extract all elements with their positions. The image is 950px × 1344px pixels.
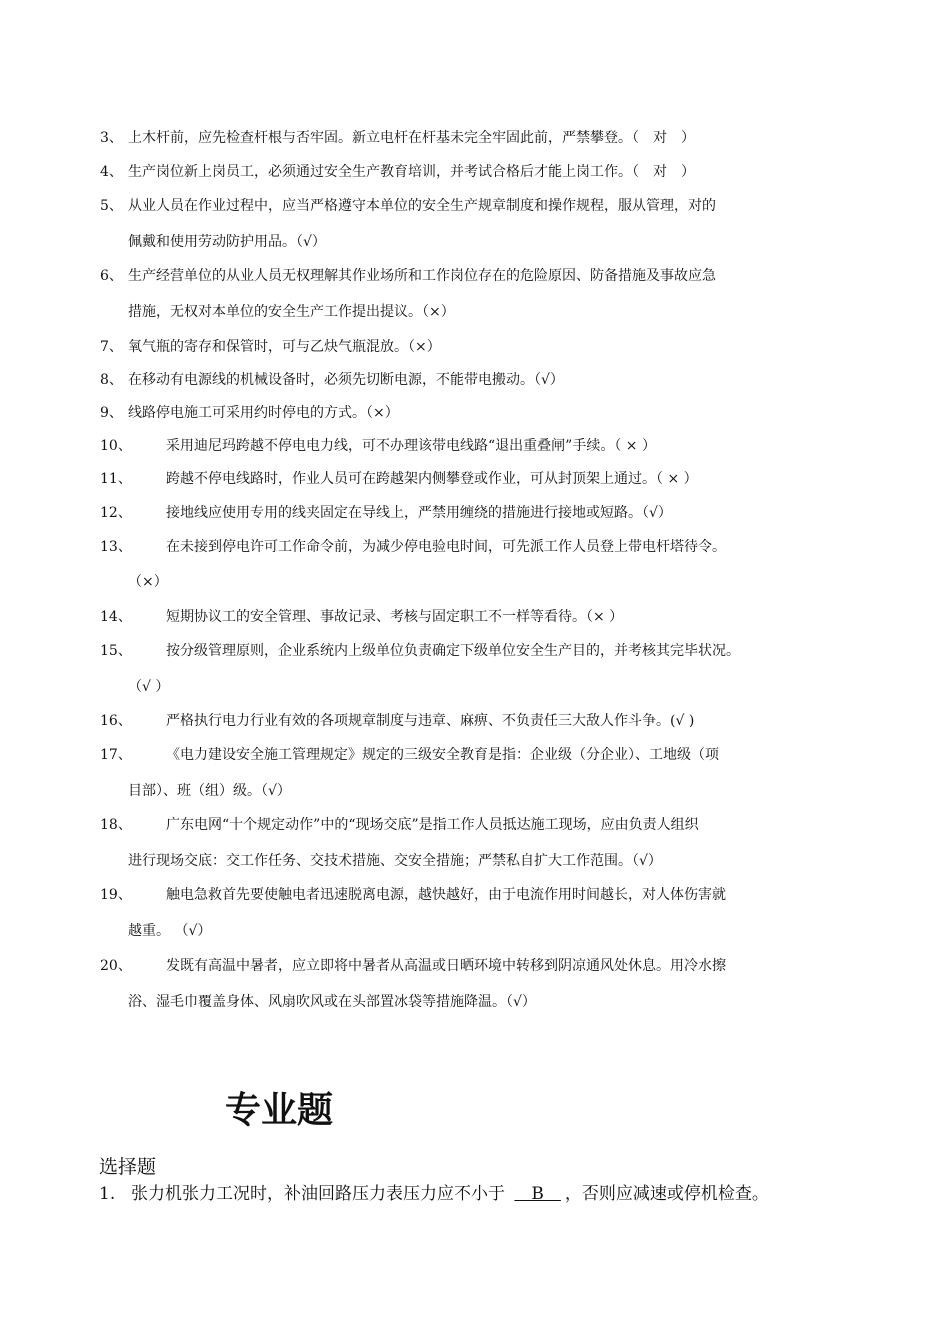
mcq-answer-blank: B [514,1184,561,1204]
question-number: 20、 [100,958,132,974]
question-continuation: 措施，无权对本单位的安全生产工作提出提议。（×） [128,304,455,320]
mcq-number: 1. [99,1184,116,1204]
question-number: 14、 [100,609,132,625]
question-text: 严格执行电力行业有效的各项规章制度与违章、麻痹、不负责任三大敌人作斗争。(√ ) [166,713,695,729]
question-text: 生产岗位新上岗员工，必须通过安全生产教育培训，并考试合格后才能上岗工作。（ 对 ） [128,164,695,180]
question-text: 按分级管理原则，企业系统内上级单位负责确定下级单位安全生产目的，并考核其完毕状况。 [166,643,740,659]
question-number: 7、 [100,339,123,355]
question-number: 11、 [100,471,132,487]
section-title: 专业题 [225,1090,334,1131]
question-number: 12、 [100,505,132,521]
question-text: 跨越不停电线路时，作业人员可在跨越架内侧攀登或作业，可从封顶架上通过。（ × ） [166,471,698,487]
mcq-text-after: ，否则应减速或停机检查。 [564,1184,769,1204]
question-continuation: 越重。 （√） [128,923,212,939]
question-number: 5、 [100,198,123,214]
question-continuation: 目部）、班（组）级。（√） [128,783,291,799]
question-text: 触电急救首先要使触电者迅速脱离电源，越快越好，由于电流作用时间越长，对人体伤害就 [166,887,726,903]
section-subtitle: 选择题 [99,1156,157,1178]
question-number: 3、 [100,130,123,146]
question-number: 13、 [100,539,132,555]
mcq-text-before: 张力机张力工况时，补油回路压力表压力应不小于 [131,1184,505,1204]
question-text: 短期协议工的安全管理、事故记录、考核与固定职工不一样等看待。（× ） [166,609,624,625]
question-text: 上木杆前，应先检查杆根与否牢固。新立电杆在杆基未完全牢固此前，严禁攀登。（ 对 ） [128,130,695,146]
question-text: 生产经营单位的从业人员无权理解其作业场所和工作岗位存在的危险原因、防备措施及事故应急 [128,268,716,284]
question-number: 8、 [100,372,123,388]
question-text: 在移动有电源线的机械设备时，必须先切断电源，不能带电搬动。（√） [128,372,564,388]
question-text: 采用迪尼玛跨越不停电电力线，可不办理该带电线路“退出重叠闸”手续。（ × ） [166,438,656,454]
question-number: 10、 [100,438,132,454]
question-text: 线路停电施工可采用约时停电的方式。（×） [128,405,399,421]
question-text: 广东电网“十个规定动作”中的“现场交底”是指工作人员抵达施工现场，应由负责人组织 [166,817,699,833]
question-text: 在未接到停电许可工作命令前，为减少停电验电时间，可先派工作人员登上带电杆塔待令。 [166,539,726,555]
question-number: 16、 [100,713,132,729]
question-text: 接地线应使用专用的线夹固定在导线上，严禁用缠绕的措施进行接地或短路。（√） [166,505,672,521]
question-continuation: （×） [128,574,168,590]
question-text: 氧气瓶的寄存和保管时，可与乙炔气瓶混放。（×） [128,339,441,355]
question-number: 6、 [100,268,123,284]
question-continuation: 进行现场交底：交工作任务、交技术措施、交安全措施；严禁私自扩大工作范围。（√） [128,853,662,869]
question-text: 《电力建设安全施工管理规定》规定的三级安全教育是指：企业级（分企业）、工地级（项 [166,747,719,763]
question-number: 9、 [100,405,123,421]
question-continuation: （√ ） [128,679,170,695]
question-number: 17、 [100,747,132,763]
question-number: 15、 [100,643,132,659]
mcq-text [131,1181,769,1207]
question-continuation: 佩戴和使用劳动防护用品。（√） [128,234,326,250]
question-number: 18、 [100,817,132,833]
question-number: 19、 [100,887,132,903]
question-text: 发既有高温中暑者，应立即将中暑者从高温或日晒环境中转移到阴凉通风处休息。用冷水擦 [166,958,726,974]
question-number: 4、 [100,164,123,180]
question-text: 从业人员在作业过程中，应当严格遵守本单位的安全生产规章制度和操作规程，服从管理，对的 [128,198,716,214]
question-continuation: 浴、湿毛巾覆盖身体、风扇吹风或在头部置冰袋等措施降温。（√） [128,994,536,1010]
